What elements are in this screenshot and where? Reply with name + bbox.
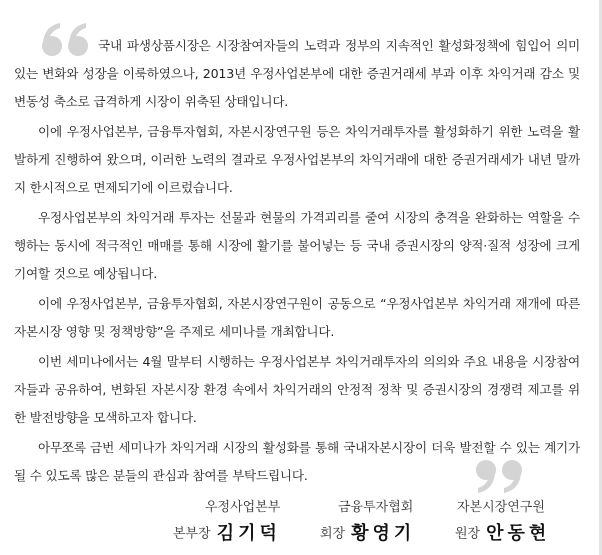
signatory xyxy=(173,519,281,545)
signatory-title: 원장 xyxy=(455,526,481,542)
paragraph-closing: 아무쪼록 금번 세미나가 차익거래 시장의 활성화를 통해 국내자본시장이 더욱 발전할 수 있는 계기가 될 수 있도록 많은 분들의 관심과 참여를 부탁드립니다. xyxy=(14,440,580,483)
paragraph-seminar-purpose: 이번 세미나에서는 4월 말부터 시행하는 우정사업본부 차익거래투자의 의의와 주요 내용을 시장참여자들과 공유하여, 변화된 자본시장 환경 속에서 차익거래의 안정적 정착 및 증권시장의 경쟁력 제고를 위한 발전방향을 모색하고자 합니다. xyxy=(14,354,580,425)
organization-name: 금융투자협회 xyxy=(338,500,414,515)
signatory xyxy=(320,519,415,545)
organization-row xyxy=(0,496,602,516)
paragraph-intro: 국내 파생상품시장은 시장참여자들의 노력과 정부의 지속적인 활성화정책에 힘입어 의미 있는 변화와 성장을 이룩하였으나, 2013년 우정사업본부에 대한 증권거래세 부과 이후 차익거래 감소 및 변동성 축소로 급격하게 시장이 위축된 상태입니다. xyxy=(14,38,580,109)
signatory-title: 본부장 xyxy=(173,526,211,542)
signatory-title: 회장 xyxy=(320,526,346,542)
organization-name: 자본시장연구원 xyxy=(457,500,545,515)
paragraph-expectation: 우정사업본부의 차익거래 투자는 선물과 현물의 가격괴리를 줄여 시장의 충격을 완화하는 역할을 수행하는 동시에 적극적인 매매를 통해 시장에 활기를 불어넣는 등 국내 증권시장의 양적·질적 성장에 크게 기여할 것으로 예상됩니다. xyxy=(14,210,580,281)
signatory-name: 안동현 xyxy=(486,523,551,544)
signatory xyxy=(455,519,550,545)
signatory-name: 김기덕 xyxy=(216,523,281,544)
signature-row xyxy=(0,519,602,547)
quote-close-icon xyxy=(470,456,524,496)
organization-name: 우정사업본부 xyxy=(205,500,281,515)
signatory-name: 황영기 xyxy=(351,523,416,544)
paragraph-efforts: 이에 우정사업본부, 금융투자협회, 자본시장연구원 등은 차익거래투자를 활성화하기 위한 노력을 활발하게 진행하여 왔으며, 이러한 노력의 결과로 우정사업본부의 차익거래에 대한 증권거래세가 내년 말까지 한시적으로 면제되기에 이르렀습니다. xyxy=(14,124,580,195)
paragraph-seminar-announcement: 이에 우정사업본부, 금융투자협회, 자본시장연구원이 공동으로 “우정사업본부 차익거래 재개에 따른 자본시장 영향 및 정책방향”을 주제로 세미나를 개최합니다. xyxy=(14,296,580,339)
